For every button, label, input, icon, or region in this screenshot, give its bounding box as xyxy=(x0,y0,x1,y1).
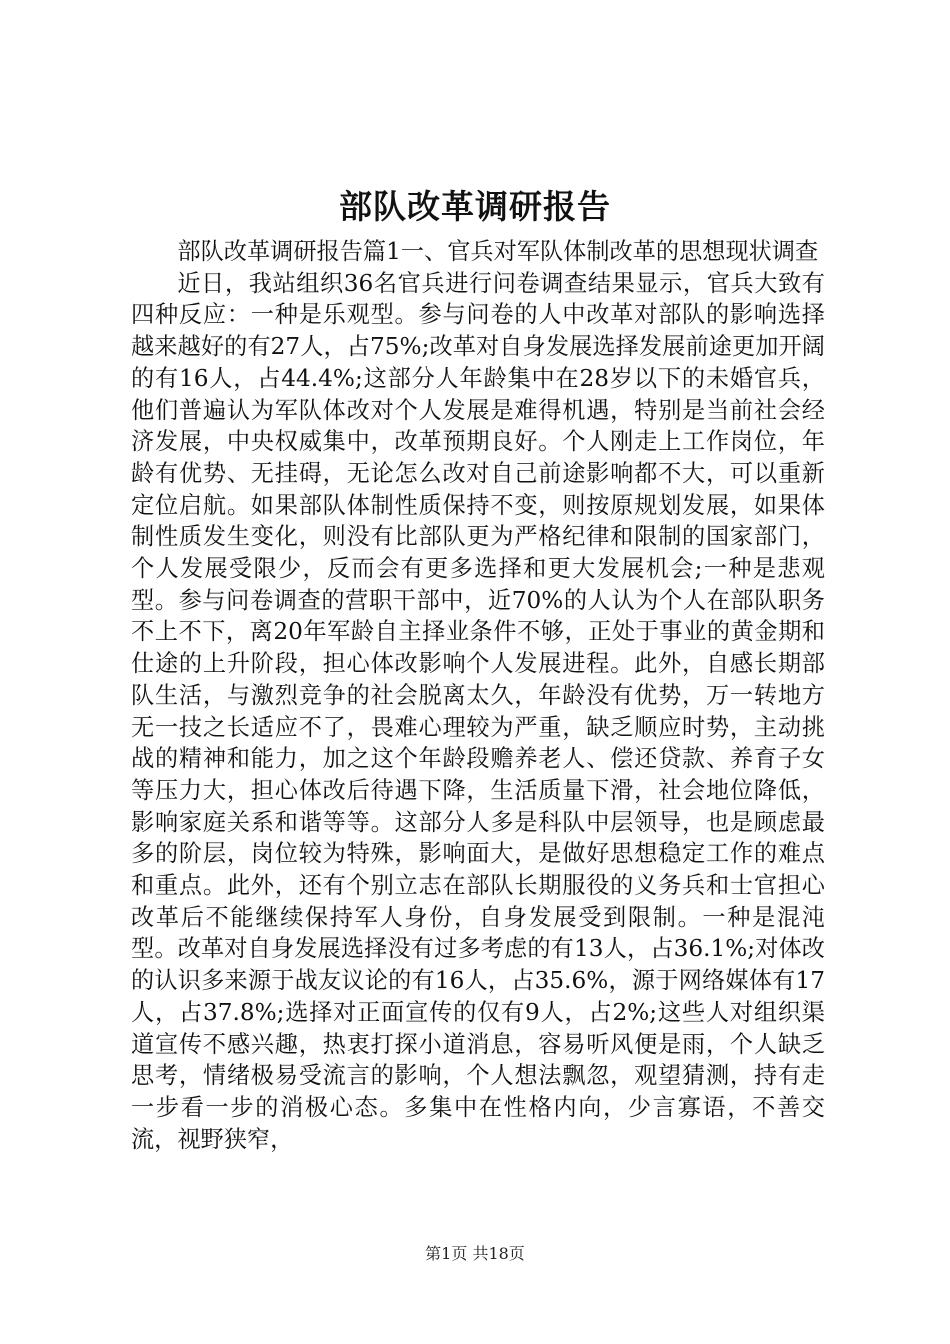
paragraph-survey: 近日，我站组织36名官兵进行问卷调查结果显示，官兵大致有四种反应：一种是乐观型。参与问卷的人中改革对部队的影响选择越来越好的有27人，占75%;改革对自身发展选择发展前途更加开阔的有16人，占44.4%;这部分人年龄集中在28岁以下的未婚官兵，他们普遍认为军队体改对个人发展是难得机遇，特别是当前社会经济发展，中央权威集中，改革预期良好。个人刚走上工作岗位，年龄有优势、无挂碍，无论怎么改对自己前途影响都不大，可以重新定位启航。如果部队体制性质保持不变，则按原规划发展，如果体制性质发生变化，则没有比部队更为严格纪律和限制的国家部门，个人发展受限少，反而会有更多选择和更大发展机会;一种是悲观型。参与问卷调查的营职干部中，近70%的人认为个人在部队职务不上不下，离20年军龄自主择业条件不够，正处于事业的黄金期和仕途的上升阶段，担心体改影响个人发展进程。此外，自感长期部队生活，与激烈竞争的社会脱离太久，年龄没有优势，万一转地方无一技之长适应不了，畏难心理较为严重，缺乏顺应时势，主动挑战的精神和能力，加之这个年龄段赡养老人、偿还贷款、养育子女等压力大，担心体改后待遇下降，生活质量下滑，社会地位降低，影响家庭关系和谐等等。这部分人多是科队中层领导，也是顾虑最多的阶层，岗位较为特殊，影响面大，是做好思想稳定工作的难点和重点。此外，还有个别立志在部队长期服役的义务兵和士官担心改革后不能继续保持军人身份，自身发展受到限制。一种是混沌型。改革对自身发展选择没有过多考虑的有13人，占36.1%;对体改的认识多来源于战友议论的有16人，占35.6%，源于网络媒体有17人，占37.8%;选择对正面宣传的仅有9人，占2%;这些人对组织渠道宣传不感兴趣，热衷打探小道消息，容易听风便是雨，个人缺乏思考，情绪极易受流言的影响，个人想法飘忽，观望猜测，持有走一步看一步的消极心态。多集中在性格内向，少言寡语，不善交流，视野狭窄， xyxy=(131,269,825,1153)
page-number-footer: 第1页 共18页 xyxy=(425,1244,525,1263)
document-body xyxy=(131,236,825,1155)
document-title: 部队改革调研报告 xyxy=(339,187,611,226)
paragraph-intro: 部队改革调研报告篇1一、官兵对军队体制改革的思想现状调查 xyxy=(177,238,819,265)
